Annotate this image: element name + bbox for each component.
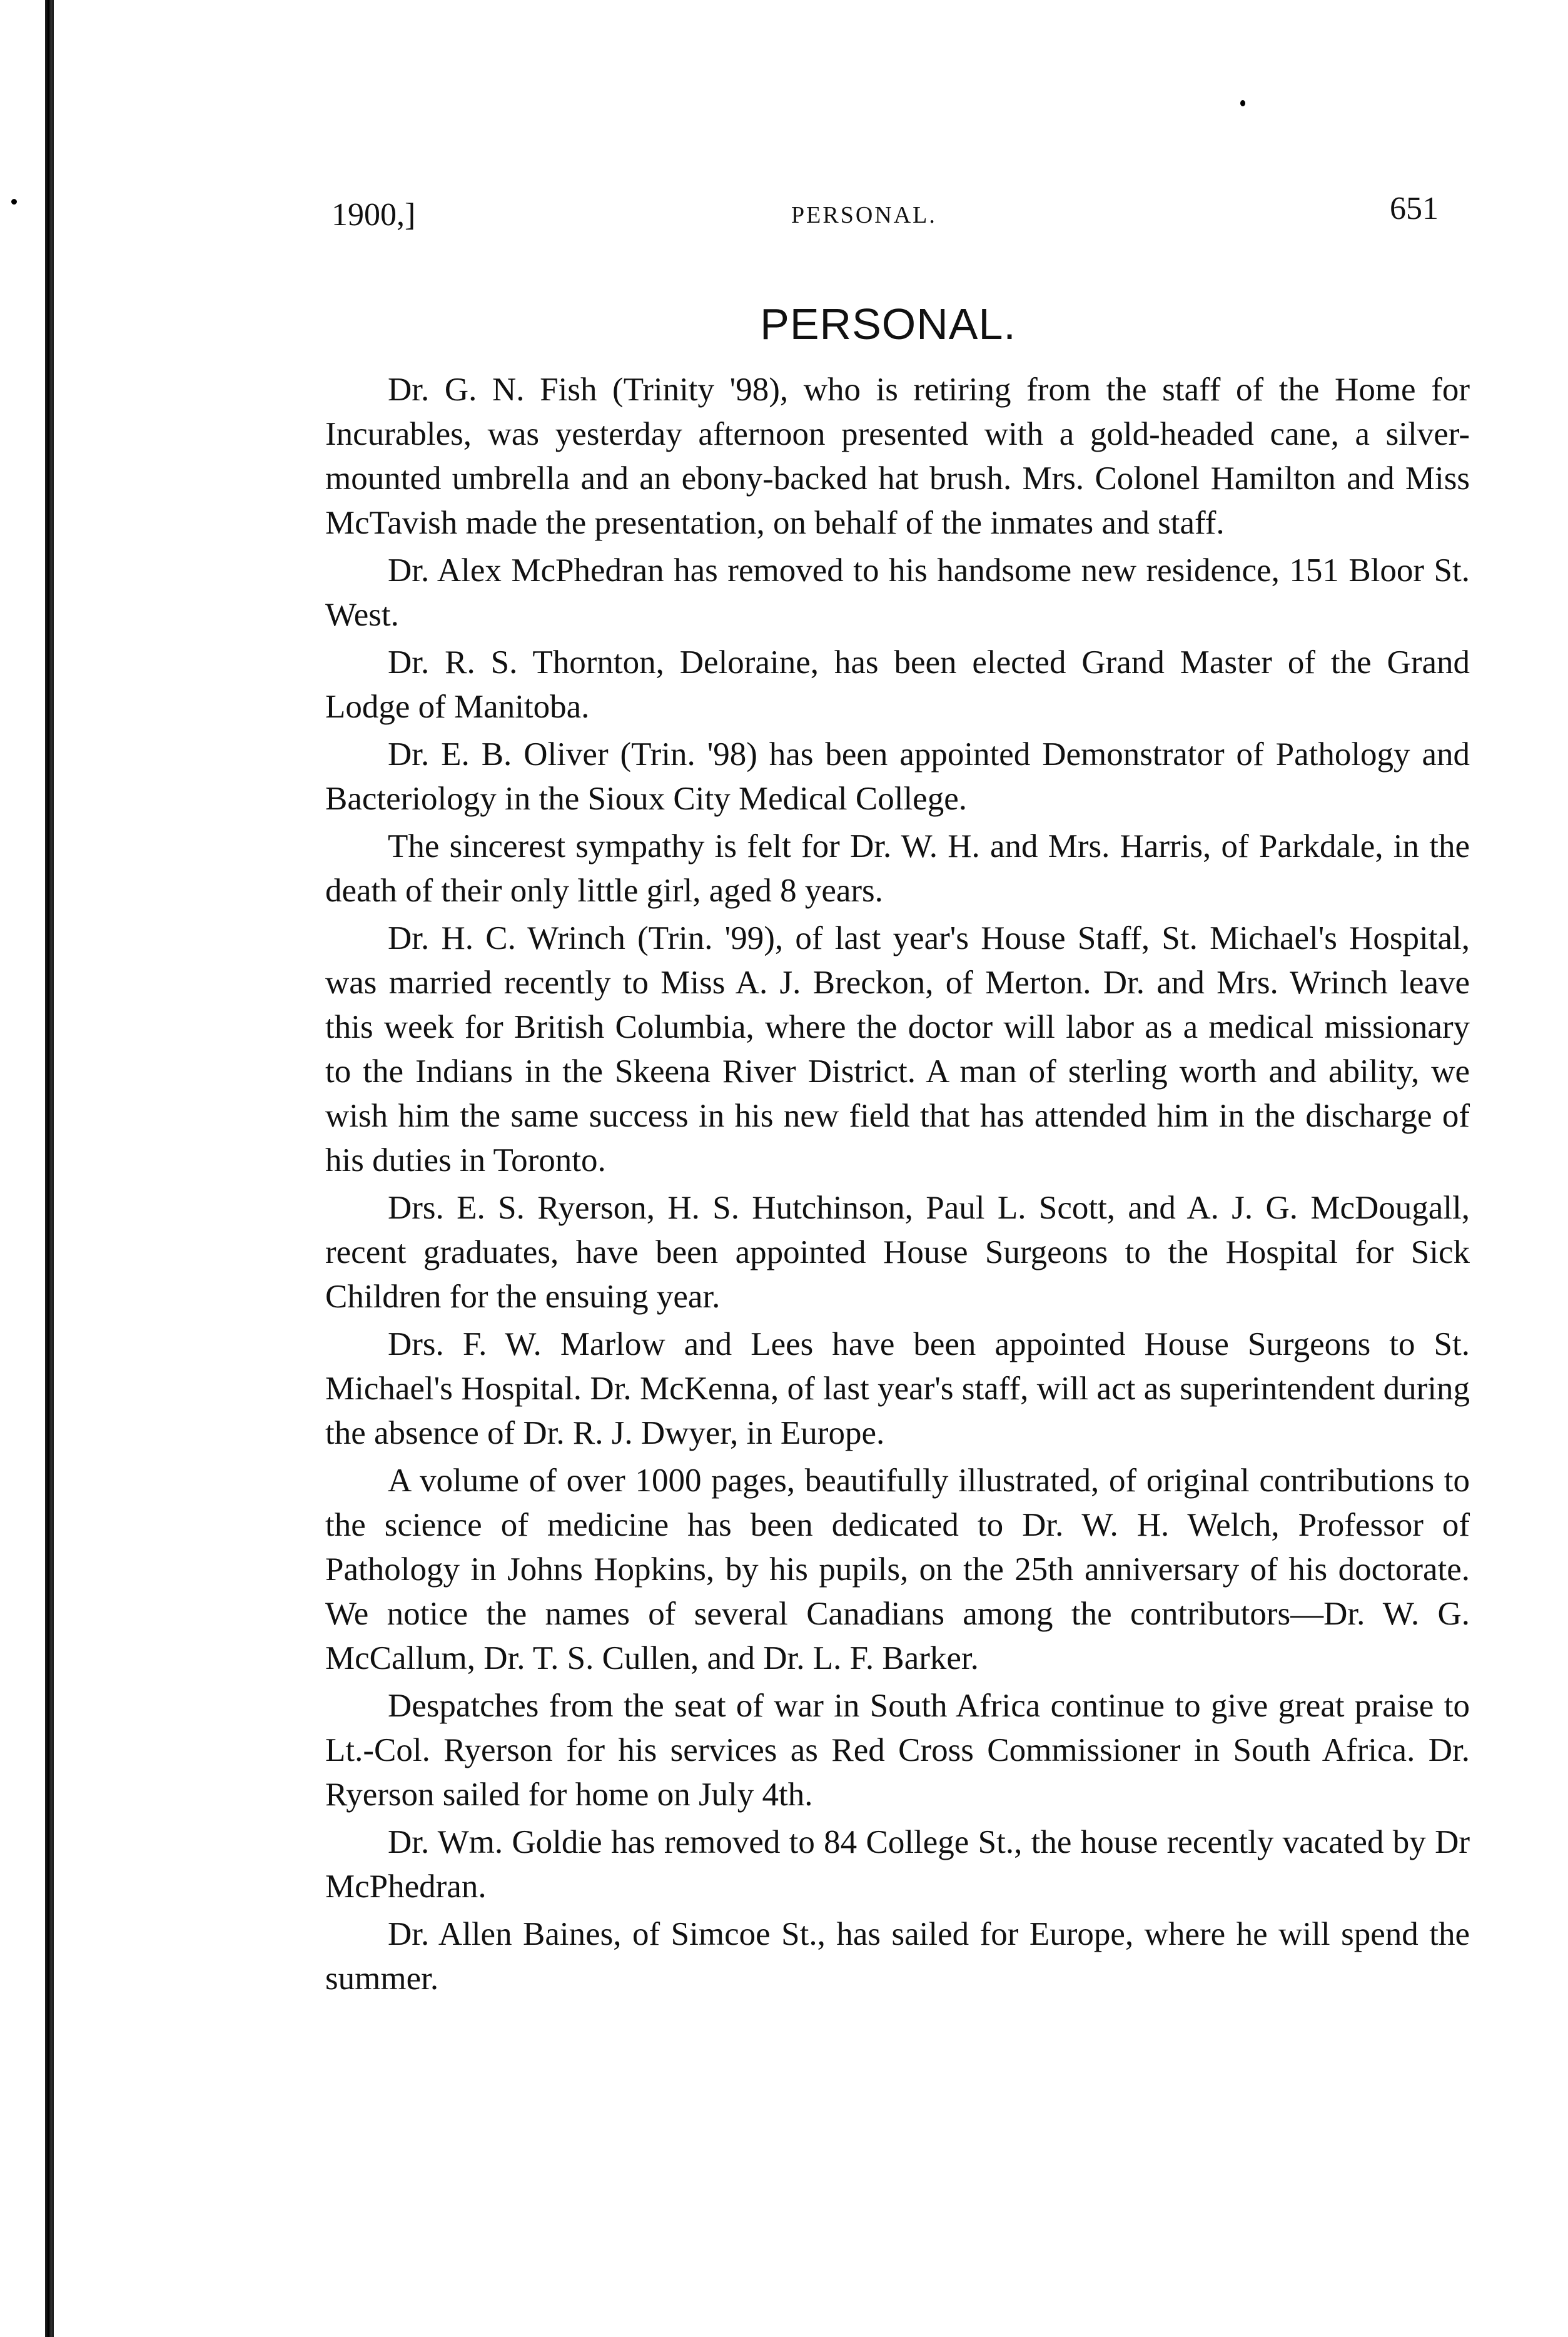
paragraph: The sincerest sympathy is felt for Dr. W. H. and Mrs. Harris, of Parkdale, in the death of their only little girl, aged 8 years. — [325, 828, 1470, 909]
section-heading: PERSONAL. — [760, 300, 1016, 348]
paragraph: Drs. F. W. Marlow and Lees have been appointed House Surgeons to St. Michael's Hospital. Dr. McKenna, of last year's staff, will act as superintendent during the absence of Dr. R. J. Dwyer, in Europe. — [325, 1326, 1470, 1451]
page-number: 651 — [1390, 191, 1439, 226]
binding-speck — [1240, 100, 1245, 106]
running-head-year: 1900,] — [331, 197, 416, 233]
binding-edge — [45, 0, 54, 2337]
paragraph: Drs. E. S. Ryerson, H. S. Hutchinson, Paul L. Scott, and A. J. G. McDougall, recent graduates, have been appointed House Surgeons to the Hospital for Sick Children for the ensuing year. — [325, 1190, 1470, 1315]
article-body — [325, 368, 1470, 2004]
paragraph: Dr. Alex McPhedran has removed to his handsome new residence, 151 Bloor St. West. — [325, 552, 1470, 633]
paragraph: Dr. Allen Baines, of Simcoe St., has sailed for Europe, where he will spend the summer. — [325, 1916, 1470, 1997]
paragraph: Dr. R. S. Thornton, Deloraine, has been elected Grand Master of the Grand Lodge of Manitoba. — [325, 644, 1470, 725]
running-head — [331, 188, 1439, 238]
paragraph: Dr. Wm. Goldie has removed to 84 College St., the house recently vacated by Dr McPhedran. — [325, 1824, 1470, 1905]
paragraph: Dr. E. B. Oliver (Trin. '98) has been appointed Demonstrator of Pathology and Bacteriology in the Sioux City Medical College. — [325, 736, 1470, 817]
paragraph: A volume of over 1000 pages, beautifully illustrated, of original contributions to the science of medicine has been dedicated to Dr. W. H. Welch, Professor of Pathology in Johns Hopkins, by his pupils, on the 25th anniversary of his doctorate. We notice the names of several Canadians among the contributors—Dr. W. G. McCallum, Dr. T. S. Cullen, and Dr. L. F. Barker. — [325, 1463, 1470, 1676]
binding-speck — [11, 199, 17, 205]
paragraph: Dr. H. C. Wrinch (Trin. '99), of last year's House Staff, St. Michael's Hospital, was married recently to Miss A. J. Breckon, of Merton. Dr. and Mrs. Wrinch leave this week for British Columbia, where the doctor will labor as a medical missionary to the Indians in the Skeena River District. A man of sterling worth and ability, we wish him the same success in his new field that has attended him in the discharge of his duties in Toronto. — [325, 920, 1470, 1179]
paragraph: Despatches from the seat of war in South Africa continue to give great praise to Lt.-Col. Ryerson for his services as Red Cross Commissioner in South Africa. Dr. Ryerson sailed for home on July 4th. — [325, 1688, 1470, 1813]
paragraph: Dr. G. N. Fish (Trinity '98), who is retiring from the staff of the Home for Incurables, was yesterday afternoon presented with a gold-headed cane, a silver-mounted umbrella and an ebony-backed hat brush. Mrs. Colonel Hamilton and Miss McTavish made the presentation, on behalf of the inmates and staff. — [325, 372, 1470, 541]
running-head-title: PERSONAL. — [791, 202, 937, 228]
